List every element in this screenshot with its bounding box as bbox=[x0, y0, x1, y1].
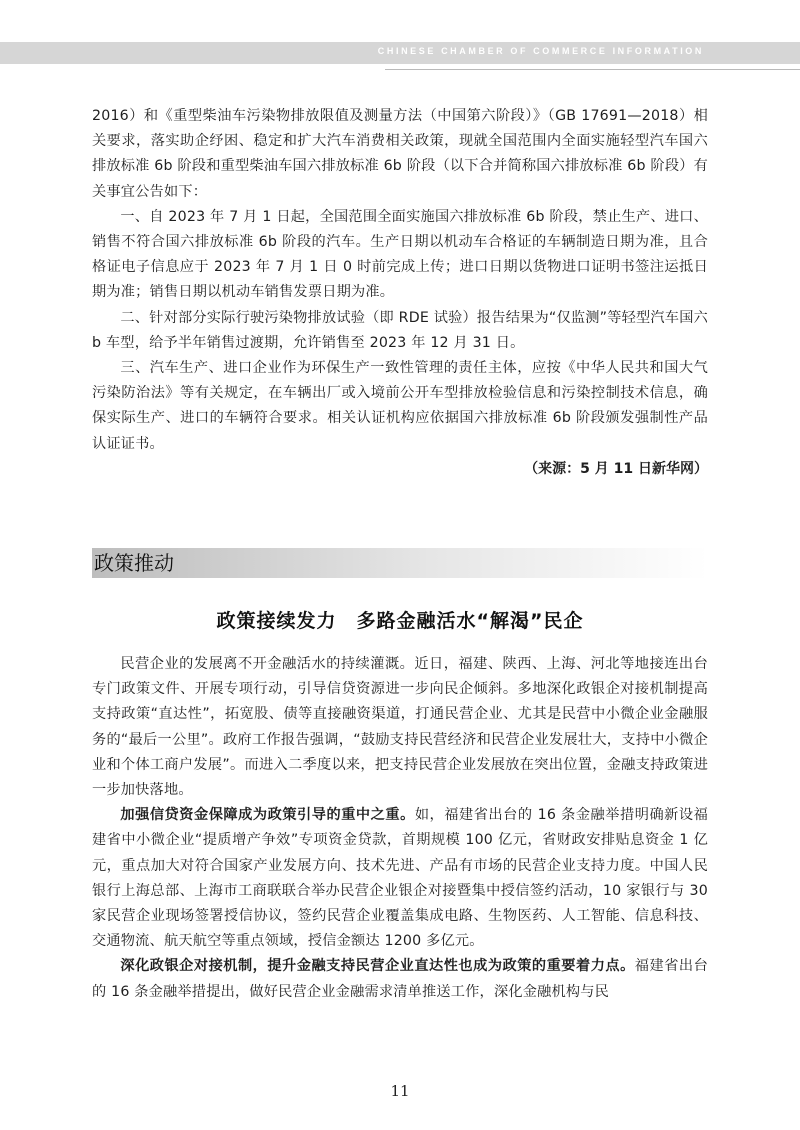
paragraph-2-body: 如，福建省出台的 16 条金融举措明确新设福建省中小微企业“提质增产争效”专项资金贷款，首期规模 100 亿元，省财政安排贴息资金 1 亿元，重点加大对符合国家产业发展方向、技术先进、产品有市场的民营企业支持力度。中国人民银行上海总部、上海市工商联联合举办民营企业银企对接暨集中授信签约活动，10 家银行与 30 家民营企业现场签署授信协议，签约民营企业覆盖集成电路、生物医药、人工智能、信息科技、交通物流、航天航空等重点领域，授信金额达 1200 多亿元。 bbox=[92, 807, 708, 950]
article-paragraph-1: 民营企业的发展离不开金融活水的持续灌溉。近日，福建、陕西、上海、河北等地接连出台专门政策文件、开展专项行动，引导信贷资源进一步向民企倾斜。多地深化政银企对接机制提高支持政策“直达性”，拓宽股、债等直接融资渠道，打通民营企业、尤其是民营中小微企业金融服务的“最后一公里”。政府工作报告强调，“鼓励支持民营经济和民营企业发展壮大，支持中小微企业和个体工商户发展”。而进入二季度以来，把支持民营企业发展放在突出位置，金融支持政策进一步加快落地。 bbox=[92, 656, 708, 799]
article-paragraph-2 bbox=[92, 803, 708, 954]
section-banner bbox=[92, 548, 708, 578]
running-header: CHINESE CHAMBER OF COMMERCE INFORMATION bbox=[377, 46, 704, 56]
page-number: 11 bbox=[390, 1082, 410, 1100]
paragraph-3-lead: 深化政银企对接机制，提升金融支持民营企业直达性也成为政策的重要着力点。 bbox=[120, 958, 635, 975]
paragraph-3-body: 福建省出台的 16 条金融举措提出，做好民营企业金融需求清单推送工作，深化金融机构与民 bbox=[92, 958, 708, 1000]
top-article bbox=[92, 104, 708, 482]
source-note: （来源：5 月 11 日新华网） bbox=[524, 460, 708, 477]
section-title: 政策推动 bbox=[94, 551, 174, 575]
article-title: 政策接续发力 多路金融活水“解渴”民企 bbox=[216, 610, 584, 632]
header-divider bbox=[385, 69, 800, 70]
top-article-item-3: 三、汽车生产、进口企业作为环保生产一致性管理的责任主体，应按《中华人民共和国大气污染防治法》等有关规定，在车辆出厂或入境前公开车型排放检验信息和污染控制技术信息，确保实际生产、进口的车辆符合要求。相关认证机构应依据国六排放标准 6b 阶段颁发强制性产品认证证书。 bbox=[92, 360, 708, 452]
top-article-item-2: 二、针对部分实际行驶污染物排放试验（即 RDE 试验）报告结果为“仅监测”等轻型汽车国六 b 车型，给予半年销售过渡期，允许销售至 2023 年 12 月 31 日。 bbox=[92, 309, 708, 351]
paragraph-2-lead: 加强信贷资金保障成为政策引导的重中之重。 bbox=[120, 807, 415, 824]
top-article-item-1: 一、自 2023 年 7 月 1 日起，全国范围全面实施国六排放标准 6b 阶段，禁止生产、进口、销售不符合国六排放标准 6b 阶段的汽车。生产日期以机动车合格证的车辆制造日期为准，且合格证电子信息应于 2023 年 7 月 1 日 0 时前完成上传；进口日期以货物进口证明书签注运抵日期为准；销售日期以机动车销售发票日期为准。 bbox=[92, 208, 708, 301]
article-paragraph-3 bbox=[92, 954, 708, 1004]
article-body bbox=[92, 652, 708, 1005]
top-article-lead: 2016）和《重型柴油车污染物排放限值及测量方法（中国第六阶段）》（GB 17691—2018）相关要求，落实助企纾困、稳定和扩大汽车消费相关政策，现就全国范围内全面实施轻型汽车国六排放标准 6b 阶段和重型柴油车国六排放标准 6b 阶段（以下合并简称国六排放标准 6b 阶段）有关事宜公告如下： bbox=[92, 108, 708, 200]
